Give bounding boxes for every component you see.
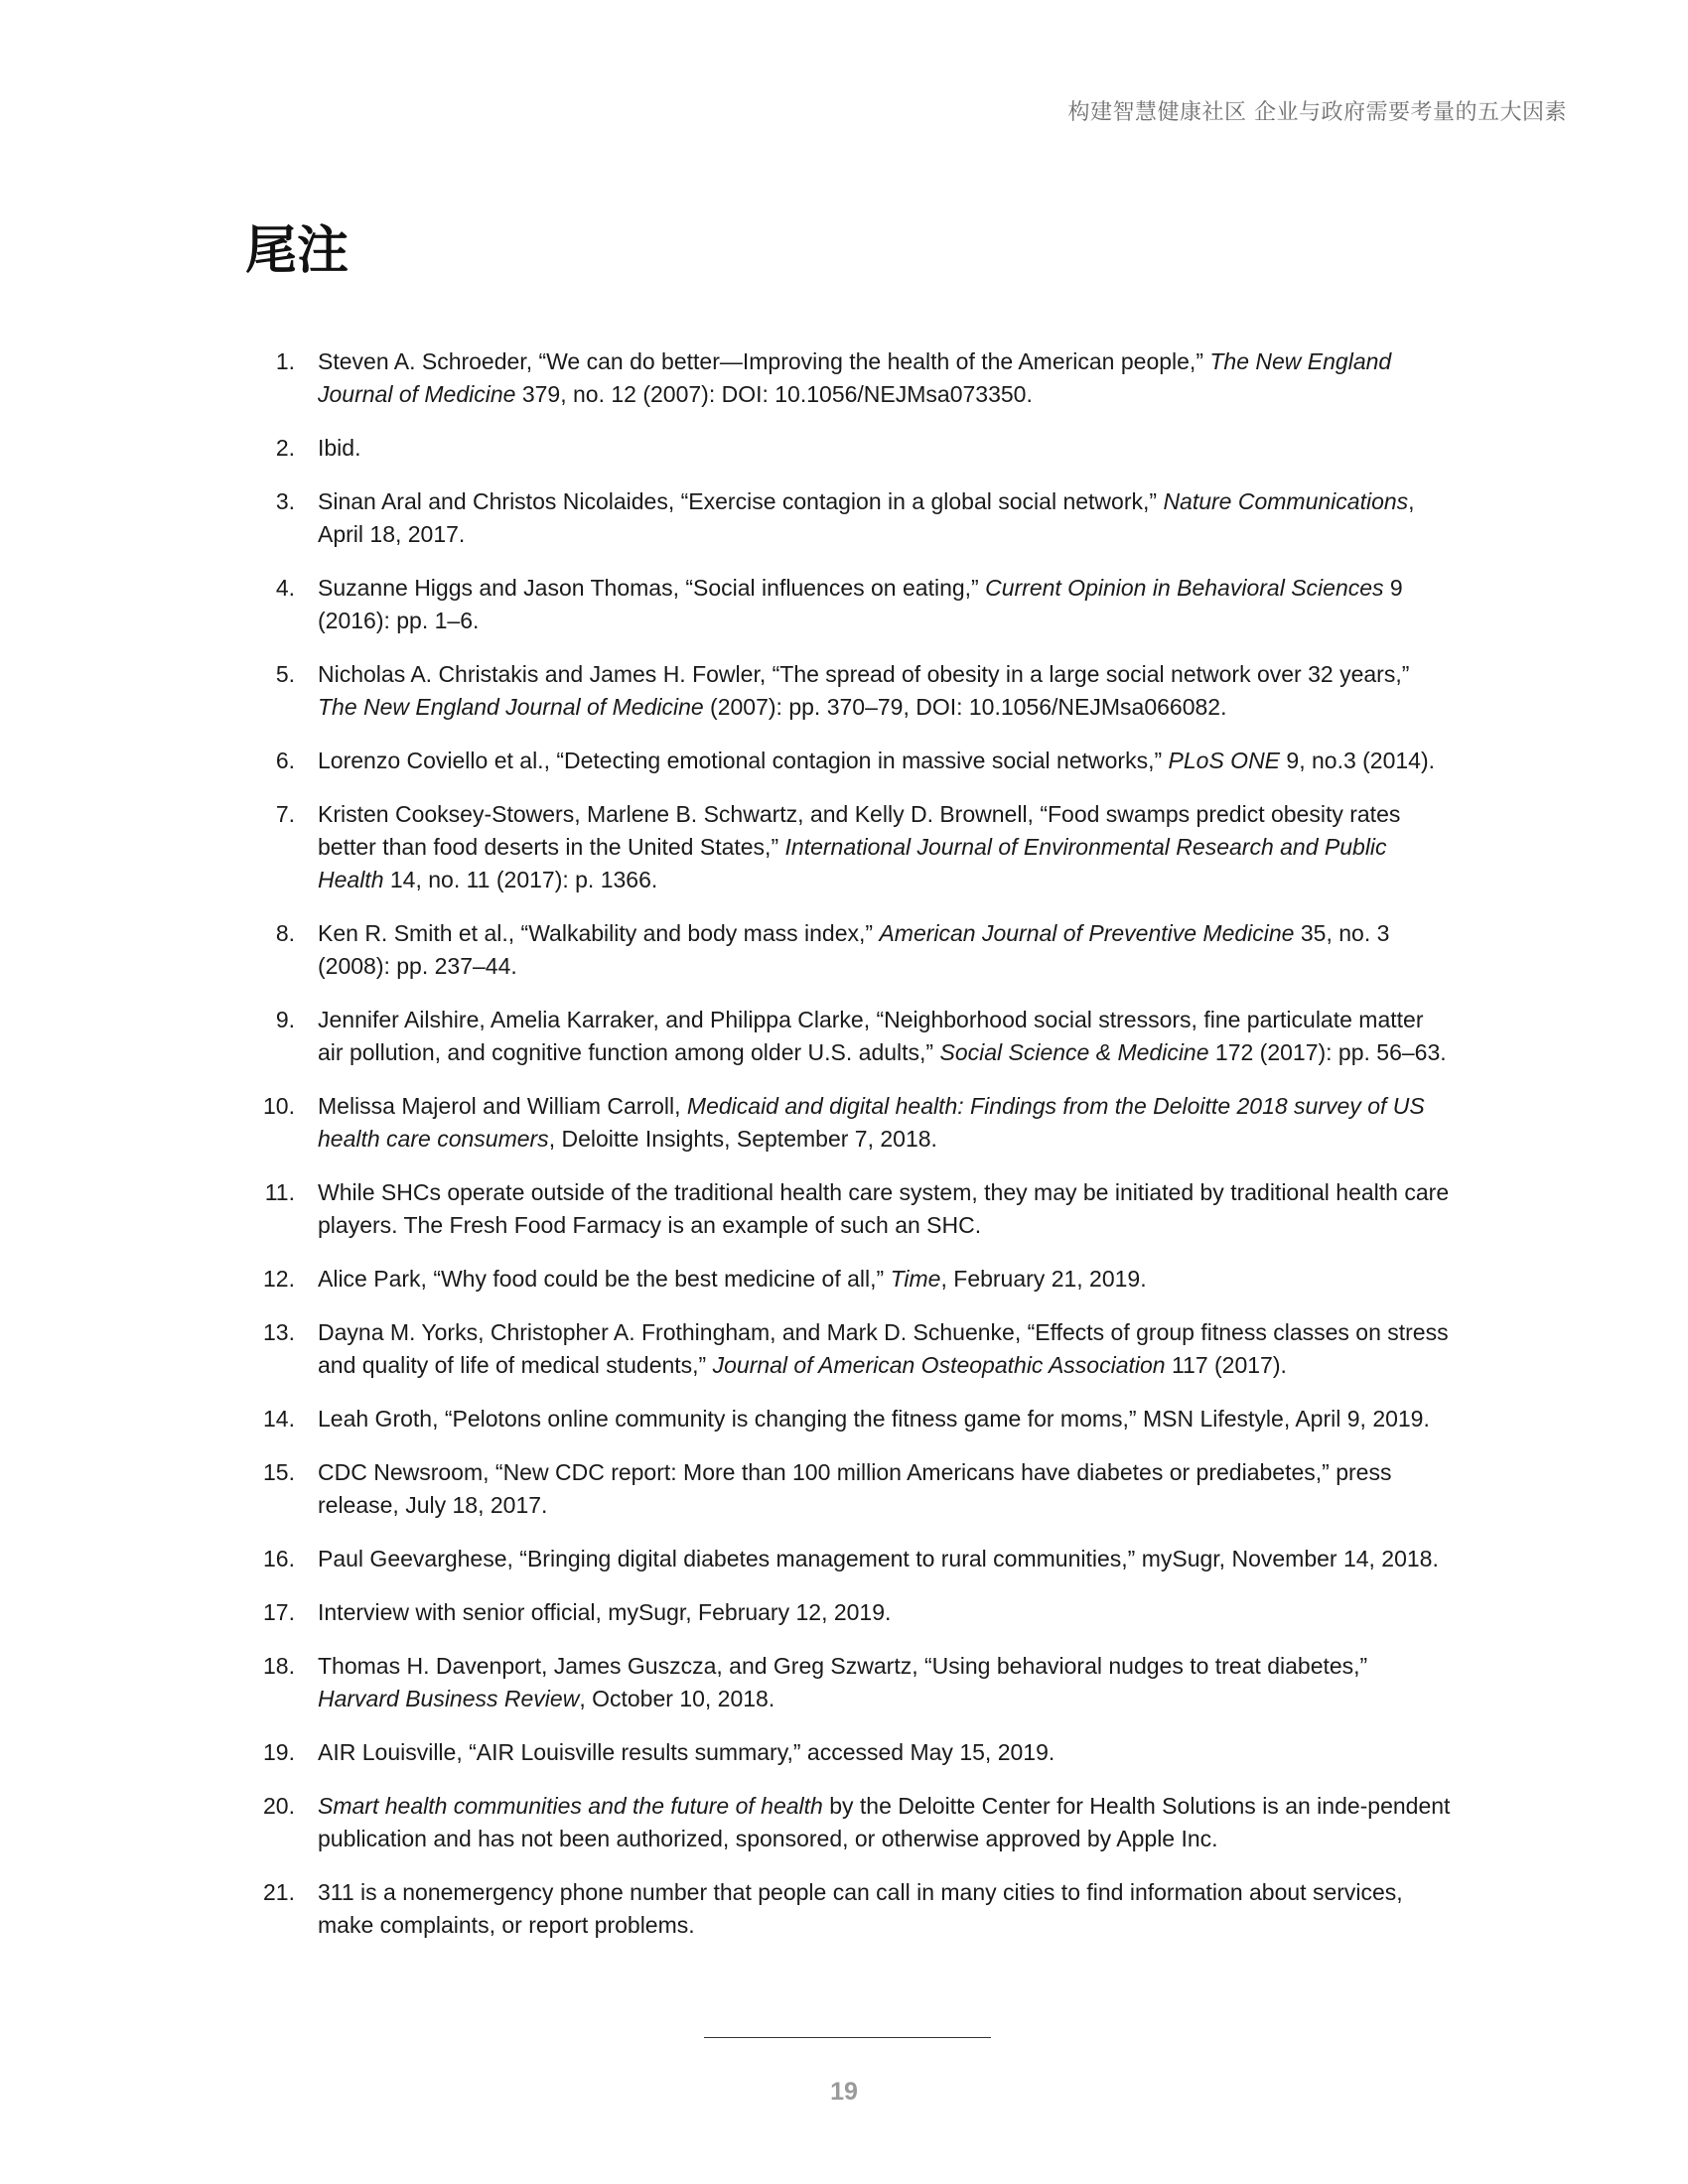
footer-divider — [704, 2037, 991, 2038]
endnote-item — [245, 1316, 1452, 1382]
endnote-citation-title: American Journal of Preventive Medicine — [879, 920, 1295, 946]
endnote-text — [295, 1004, 1452, 1069]
endnote-text-segment: , October 10, 2018. — [579, 1686, 775, 1711]
endnote-item — [245, 1403, 1452, 1435]
endnote-citation-title: Current Opinion in Behavioral Sciences — [985, 575, 1384, 601]
endnote-text-segment: 172 (2017): pp. 56–63. — [1208, 1039, 1447, 1065]
endnote-text-segment: 9, no.3 (2014). — [1280, 748, 1436, 773]
endnote-text — [295, 1176, 1452, 1242]
endnote-item — [245, 798, 1452, 896]
endnote-number: 3. — [275, 488, 295, 514]
endnote-number: 13. — [263, 1319, 295, 1345]
endnote-text — [295, 658, 1452, 724]
endnote-text-segment: , April 18, 2017. — [318, 488, 1415, 547]
endnote-text-segment: Thomas H. Davenport, James Guszcza, and Greg Szwartz, “Using behavioral nudges to treat diabetes,” — [318, 1653, 1368, 1679]
endnote-number: 17. — [263, 1599, 295, 1625]
endnote-text-segment: Lorenzo Coviello et al., “Detecting emotional contagion in massive social networks,” — [318, 748, 1169, 773]
endnote-text-segment: Kristen Cooksey-Stowers, Marlene B. Schwartz, and Kelly D. Brownell, “Food swamps predict obesity rates better than food deserts in the United States,” — [318, 801, 1401, 860]
endnote-text-segment: Jennifer Ailshire, Amelia Karraker, and Philippa Clarke, “Neighborhood social stressors, fine particulate matter air pollution, and cognitive function among older U.S. adults,” — [318, 1007, 1424, 1065]
endnote-number: 14. — [263, 1406, 295, 1432]
endnote-text — [295, 798, 1452, 896]
endnote-number: 5. — [275, 661, 295, 687]
endnote-text — [295, 1456, 1452, 1522]
endnote-text — [295, 745, 1452, 777]
endnote-text — [295, 917, 1452, 983]
endnote-number: 2. — [275, 435, 295, 461]
endnote-text — [295, 345, 1452, 411]
endnote-text-segment: Nicholas A. Christakis and James H. Fowler, “The spread of obesity in a large social network over 32 years,” — [318, 661, 1410, 687]
endnote-number: 7. — [275, 801, 295, 827]
endnote-item — [245, 1650, 1452, 1715]
endnote-text-segment: (2007): pp. 370–79, DOI: 10.1056/NEJMsa066082. — [703, 694, 1227, 720]
endnote-text-segment: Alice Park, “Why food could be the best medicine of all,” — [318, 1266, 891, 1292]
endnote-text — [295, 485, 1452, 551]
endnote-citation-title: PLoS ONE — [1168, 748, 1281, 773]
running-header: 构建智慧健康社区 企业与政府需要考量的五大因素 — [1067, 100, 1567, 125]
endnote-number: 12. — [263, 1266, 295, 1292]
endnote-number: 16. — [263, 1546, 295, 1571]
endnote-text — [295, 1316, 1452, 1382]
endnote-citation-title: The New England Journal of Medicine — [318, 694, 704, 720]
endnote-text-segment: Paul Geevarghese, “Bringing digital diabetes management to rural communities,” mySugr, November 14, 2018. — [318, 1546, 1439, 1571]
endnote-text-segment: Melissa Majerol and William Carroll, — [318, 1093, 687, 1119]
endnote-text-segment: Steven A. Schroeder, “We can do better—Improving the health of the American people,” — [318, 348, 1210, 374]
endnote-citation-title: The New England Journal of Medicine — [318, 348, 1392, 407]
endnote-text-segment: , February 21, 2019. — [940, 1266, 1147, 1292]
endnote-number: 1. — [275, 348, 295, 374]
endnote-text-segment: 117 (2017). — [1165, 1352, 1287, 1378]
endnote-text — [295, 572, 1452, 637]
endnote-number: 21. — [263, 1879, 295, 1905]
endnote-item — [245, 1090, 1452, 1156]
endnotes-list — [245, 345, 1452, 1963]
endnote-text — [295, 1543, 1452, 1575]
endnote-text-segment: Ibid. — [318, 435, 361, 461]
endnote-item — [245, 1596, 1452, 1629]
endnote-citation-title: Social Science & Medicine — [939, 1039, 1209, 1065]
endnote-text — [295, 1263, 1452, 1296]
endnote-text-segment: AIR Louisville, “AIR Louisville results summary,” accessed May 15, 2019. — [318, 1739, 1055, 1765]
endnote-text-segment: 14, no. 11 (2017): p. 1366. — [383, 867, 658, 892]
page-number: 19 — [830, 2078, 858, 2106]
endnote-item — [245, 1543, 1452, 1575]
endnote-number: 8. — [275, 920, 295, 946]
endnote-text-segment: , Deloitte Insights, September 7, 2018. — [548, 1126, 937, 1152]
endnote-text — [295, 1790, 1452, 1855]
endnote-text-segment: Ken R. Smith et al., “Walkability and body mass index,” — [318, 920, 880, 946]
endnote-text-segment: 35, no. 3 (2008): pp. 237–44. — [318, 920, 1390, 979]
endnote-number: 4. — [275, 575, 295, 601]
endnote-item — [245, 1790, 1452, 1855]
endnote-text — [295, 1596, 1452, 1629]
endnote-number: 18. — [263, 1653, 295, 1679]
endnote-item — [245, 345, 1452, 411]
endnote-item — [245, 1876, 1452, 1942]
endnote-citation-title: International Journal of Environmental Research and Public Health — [318, 834, 1387, 892]
endnote-text-segment: Dayna M. Yorks, Christopher A. Frothingham, and Mark D. Schuenke, “Effects of group fitness classes on stress and quality of life of medical students,” — [318, 1319, 1449, 1378]
endnote-text — [295, 1876, 1452, 1942]
endnote-text — [295, 1650, 1452, 1715]
endnote-item — [245, 1736, 1452, 1769]
endnote-citation-title: Harvard Business Review — [318, 1686, 580, 1711]
endnote-text-segment: by the Deloitte Center for Health Solutions is an inde-pendent publication and has not been authorized, sponsored, or otherwise approved by Apple Inc. — [318, 1793, 1451, 1851]
endnote-citation-title: Nature Communications — [1163, 488, 1409, 514]
endnote-number: 11. — [264, 1179, 295, 1205]
endnote-text-segment: CDC Newsroom, “New CDC report: More than 100 million Americans have diabetes or prediabetes,” press release, July 18, 2017. — [318, 1459, 1392, 1518]
endnote-number: 20. — [263, 1793, 295, 1819]
endnote-item — [245, 917, 1452, 983]
endnote-number: 9. — [275, 1007, 295, 1032]
endnote-item — [245, 1004, 1452, 1069]
endnote-text — [295, 1403, 1452, 1435]
endnote-item — [245, 1176, 1452, 1242]
endnote-number: 19. — [263, 1739, 295, 1765]
endnote-item — [245, 1263, 1452, 1296]
endnote-text-segment: Leah Groth, “Pelotons online community is changing the fitness game for moms,” MSN Lifestyle, April 9, 2019. — [318, 1406, 1430, 1432]
endnote-text-segment: Suzanne Higgs and Jason Thomas, “Social influences on eating,” — [318, 575, 986, 601]
endnote-citation-title: Time — [890, 1266, 941, 1292]
endnote-text-segment: 311 is a nonemergency phone number that people can call in many cities to find information about services, make complaints, or report problems. — [318, 1879, 1403, 1938]
endnote-citation-title: Smart health communities and the future of health — [318, 1793, 823, 1819]
endnote-text — [295, 432, 1452, 465]
endnote-item — [245, 485, 1452, 551]
endnote-citation-title: Medicaid and digital health: Findings from the Deloitte 2018 survey of US health care consumers — [318, 1093, 1425, 1152]
endnote-text-segment: Sinan Aral and Christos Nicolaides, “Exercise contagion in a global social network,” — [318, 488, 1164, 514]
endnote-item — [245, 745, 1452, 777]
endnote-number: 6. — [275, 748, 295, 773]
endnote-text — [295, 1090, 1452, 1156]
endnote-text — [295, 1736, 1452, 1769]
endnote-item — [245, 572, 1452, 637]
endnote-item — [245, 432, 1452, 465]
page-title: 尾注 — [245, 221, 350, 281]
endnote-text-segment: While SHCs operate outside of the traditional health care system, they may be initiated by traditional health care players. The Fresh Food Farmacy is an example of such an SHC. — [318, 1179, 1450, 1238]
endnote-item — [245, 1456, 1452, 1522]
endnote-text-segment: 379, no. 12 (2007): DOI: 10.1056/NEJMsa073350. — [515, 381, 1033, 407]
endnote-citation-title: Journal of American Osteopathic Association — [712, 1352, 1166, 1378]
endnote-item — [245, 658, 1452, 724]
endnote-number: 15. — [263, 1459, 295, 1485]
endnote-text-segment: 9 (2016): pp. 1–6. — [318, 575, 1403, 633]
endnote-text-segment: Interview with senior official, mySugr, February 12, 2019. — [318, 1599, 892, 1625]
endnote-number: 10. — [263, 1093, 295, 1119]
